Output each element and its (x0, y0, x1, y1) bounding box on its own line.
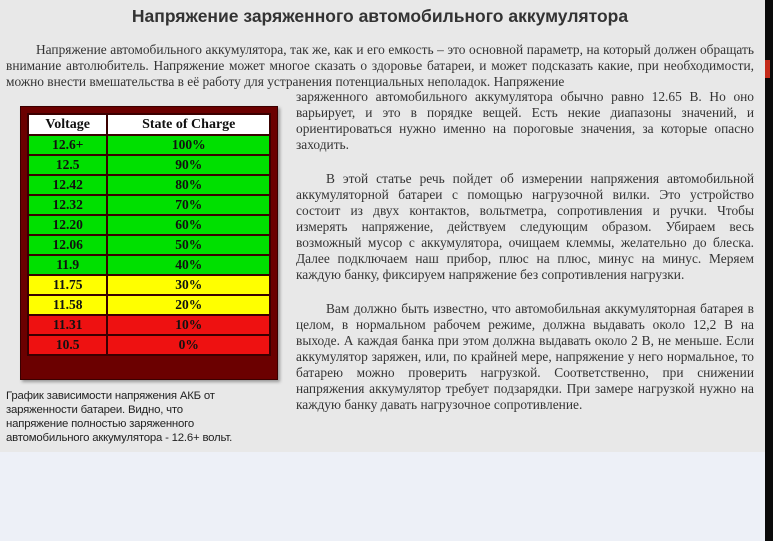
voltage-cell: 11.9 (28, 255, 107, 275)
table-row (28, 235, 270, 255)
voltage-cell: 10.5 (28, 335, 107, 355)
charge-cell: 90% (107, 155, 270, 175)
article-body (296, 89, 754, 413)
table-row (28, 195, 270, 215)
table-caption: График зависимости напряжения АКБ от заряженности батареи. Видно, что напряжение полностью заряженного автомобильного аккумулятора - 12.6+ вольт. (6, 390, 233, 444)
voltage-cell: 12.5 (28, 155, 107, 175)
table-row (28, 255, 270, 275)
table-header-row (28, 114, 270, 135)
state-of-charge-table-image (20, 106, 278, 380)
voltage-cell: 12.06 (28, 235, 107, 255)
edge-marker (765, 60, 770, 78)
table-row (28, 175, 270, 195)
charge-cell: 10% (107, 315, 270, 335)
voltage-cell: 11.75 (28, 275, 107, 295)
table-row (28, 155, 270, 175)
voltage-cell: 12.6+ (28, 135, 107, 155)
table-row (28, 295, 270, 315)
charge-cell: 20% (107, 295, 270, 315)
table-row (28, 215, 270, 235)
charge-cell: 50% (107, 235, 270, 255)
body-paragraph-3: Вам должно быть известно, что автомобильная аккумуляторная батарея в целом, в нормальном рабочем режиме, должна выдавать около 12,2 В на выходе. А каждая банка при этом должна выдавать около 2 В, не меньше. Если аккумулятор заряжен, или, по крайней мере, напряжение у него нормальное, то батарею можно проверить нагрузкой. Соответственно, при снижении напряжения аккумулятор требует подзарядки. При замере нагрузкой нужно на каждую банку давать нагрузочное сопротивление. (296, 301, 754, 412)
table-row (28, 315, 270, 335)
table-row (28, 335, 270, 355)
voltage-cell: 12.32 (28, 195, 107, 215)
charge-cell: 60% (107, 215, 270, 235)
voltage-cell: 11.31 (28, 315, 107, 335)
charge-cell: 70% (107, 195, 270, 215)
voltage-cell: 12.42 (28, 175, 107, 195)
charge-cell: 100% (107, 135, 270, 155)
intro-paragraph: Напряжение автомобильного аккумулятора, так же, как и его емкость – это основной параметр, на который должен обращать внимание автолюбитель. Напряжение может многое сказать о здоровье батареи, и может подсказать какие, при необходимости, можно внести вмешательства в её работу для устранения потенциальных неполадок. Напряжение (6, 42, 754, 89)
state-of-charge-table (27, 113, 271, 356)
state-of-charge-header: State of Charge (107, 114, 270, 135)
article-title: Напряжение заряженного автомобильного аккумулятора (131, 6, 629, 26)
voltage-header: Voltage (28, 114, 107, 135)
charge-cell: 30% (107, 275, 270, 295)
window-edge (765, 0, 773, 541)
table-row (28, 275, 270, 295)
body-paragraph-1: заряженного автомобильного аккумулятора обычно равно 12.65 В. Но оно варьирует, и это в порядке вещей. Есть некие диапазоны значений, и ориентироваться нужно именно на пороговые значения, за которые опасно заходить. (296, 89, 754, 152)
table-row (28, 135, 270, 155)
charge-cell: 0% (107, 335, 270, 355)
voltage-cell: 12.20 (28, 215, 107, 235)
charge-cell: 80% (107, 175, 270, 195)
body-paragraph-2: В этой статье речь пойдет об измерении напряжения автомобильной аккумуляторной батареи с помощью нагрузочной вилки. Это устройство состоит из двух контактов, вольтметра, сопротивления и ручки. Чтобы измерять напряжение, действуем следующим образом. Убираем весь возможный мусор с аккумулятора, очищаем клеммы, желательно до блеска. Далее подключаем наш прибор, плюс на плюс, минус на минус. Меряем каждую банку, фиксируем напряжение без сопротивления нагрузки. (296, 171, 754, 282)
charge-cell: 40% (107, 255, 270, 275)
voltage-cell: 11.58 (28, 295, 107, 315)
